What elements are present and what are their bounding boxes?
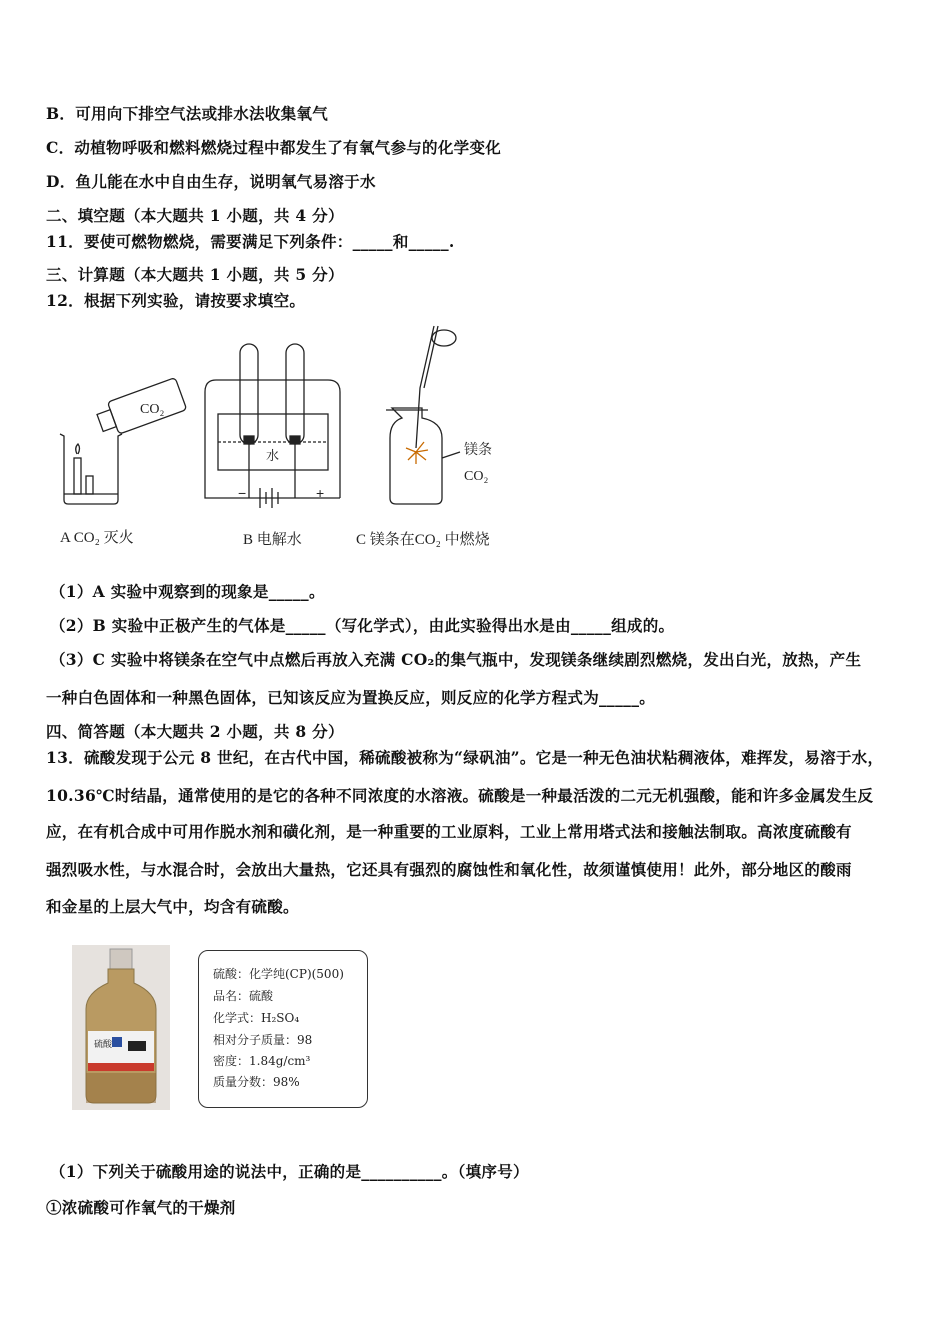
- caption-b: B 电解水: [243, 532, 302, 548]
- beaker-icon: [60, 434, 122, 504]
- co2-bottle-label: CO₂: [140, 402, 165, 417]
- question-12-2: （2）B 实验中正极产生的气体是_____（写化学式），由此实验得出水是由_____组成的。: [50, 616, 675, 635]
- question-13-option-1: ①浓硫酸可作氧气的干燥剂: [46, 1198, 236, 1217]
- question-13-line1: 13．硫酸发现于公元 8 世纪，在古代中国，稀硫酸被称为“绿矾油”。它是一种无色油状粘稠液体，难挥发，易溶于水，: [46, 748, 884, 767]
- question-13-1: （1）下列关于硫酸用途的说法中，正确的是__________。（填序号）: [50, 1162, 529, 1181]
- water-label: 水: [266, 449, 280, 464]
- gas-jar-icon: [386, 326, 460, 504]
- question-11: 11．要使可燃物燃烧，需要满足下列条件：_____和_____.: [46, 232, 455, 251]
- question-12-3-line2: 一种白色固体和一种黑色固体，已知该反应为置换反应，则反应的化学方程式为_____。: [46, 688, 656, 707]
- experiment-figure: [50, 318, 520, 554]
- photo-label-text: 硫酸: [94, 1040, 113, 1050]
- question-13-line3: 应，在有机合成中可用作脱水剂和磺化剂，是一种重要的工业原料，工业上常用塔式法和接触法制取。高浓度硫酸有: [46, 822, 852, 841]
- reagent-label-card: [198, 950, 368, 1108]
- section-heading-short: 四、简答题（本大题共 2 小题，共 8 分）: [46, 722, 344, 741]
- electrolysis-apparatus-icon: [205, 344, 340, 508]
- minus-sign: −: [238, 485, 247, 501]
- question-12: 12．根据下列实验，请按要求填空。: [46, 291, 306, 310]
- option-b: B．可用向下排空气法或排水法收集氧气: [46, 104, 329, 123]
- question-12-3-line1: （3）C 实验中将镁条在空气中点燃后再放入充满 CO₂的集气瓶中，发现镁条继续剧烈燃烧，发出白光，放热，产生: [50, 650, 862, 669]
- magnesium-label: 镁条: [464, 442, 492, 458]
- question-12-1: （1）A 实验中观察到的现象是_____。: [50, 582, 325, 601]
- label-line-4: 相对分子质量：98: [213, 1033, 313, 1047]
- caption-a: A CO₂ 灭火: [60, 530, 134, 546]
- plus-sign: +: [316, 485, 325, 501]
- question-13-line4: 强烈吸水性，与水混合时，会放出大量热，它还具有强烈的腐蚀性和氧化性，故须谨慎使用！此外，部分地区的酸雨: [46, 860, 852, 879]
- option-c: C．动植物呼吸和燃料燃烧过程中都发生了有氧气参与的化学变化: [46, 138, 502, 157]
- flame-icon: [406, 442, 428, 464]
- option-d: D．鱼儿能在水中自由生存，说明氧气易溶于水: [46, 172, 376, 191]
- question-13-line2: 10.36℃时结晶，通常使用的是它的各种不同浓度的水溶液。硫酸是一种最活泼的二元无机强酸，能和许多金属发生反: [46, 786, 874, 805]
- caption-c: C 镁条在CO₂ 中燃烧: [356, 532, 490, 548]
- label-line-5: 密度：1.84g/cm³: [213, 1054, 311, 1068]
- label-line-3: 化学式：H₂SO₄: [213, 1011, 300, 1025]
- sulfuric-acid-bottle-photo: [72, 945, 170, 1110]
- label-line-6: 质量分数：98%: [213, 1075, 300, 1089]
- section-heading-fill: 二、填空题（本大题共 1 小题，共 4 分）: [46, 206, 344, 225]
- co2-jar-label: CO₂: [464, 469, 489, 484]
- question-13-line5: 和金星的上层大气中，均含有硫酸。: [46, 897, 299, 916]
- label-line-1: 硫酸：化学纯(CP)(500): [213, 967, 344, 981]
- section-heading-calc: 三、计算题（本大题共 1 小题，共 5 分）: [46, 265, 344, 284]
- label-line-2: 品名：硫酸: [213, 989, 274, 1003]
